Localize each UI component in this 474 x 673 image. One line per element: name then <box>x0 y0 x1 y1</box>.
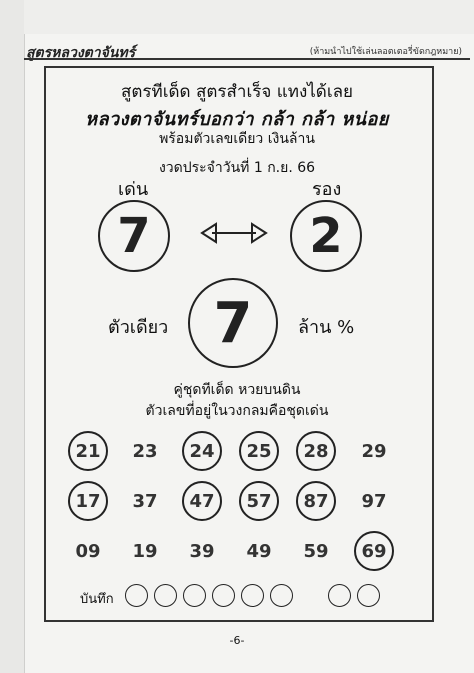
pair-number: 59 <box>303 540 329 562</box>
memo-blank-circle <box>241 584 264 607</box>
headline: สูตรทีเด็ด สูตรสำเร็จ แทงได้เลย <box>120 82 354 102</box>
double-arrow-icon <box>200 220 268 246</box>
pair-number: 23 <box>132 440 158 462</box>
pair-number: 29 <box>361 440 387 462</box>
memo-blank-circle <box>270 584 293 607</box>
circled-pair-number: 47 <box>182 481 222 521</box>
page-top-margin <box>24 0 474 34</box>
memo-label: บันทึก <box>80 592 114 607</box>
pair-number: 49 <box>246 540 272 562</box>
single-digit-label: ตัวเดียว <box>108 317 169 338</box>
memo-blank-circle <box>357 584 380 607</box>
memo-blank-circle <box>183 584 206 607</box>
headline-slogan: หลวงตาจันทร์บอกว่า กล้า กล้า หน่อย <box>85 109 389 130</box>
second-label: รอง <box>312 179 342 200</box>
pair-number: 37 <box>132 490 158 512</box>
draw-date: งวดประจำวันที่ 1 ก.ย. 66 <box>158 160 316 176</box>
pair-number: 09 <box>75 540 101 562</box>
circled-pair-number: 17 <box>68 481 108 521</box>
memo-blank-circle <box>125 584 148 607</box>
memo-blank-circle <box>212 584 235 607</box>
circled-pair-number: 21 <box>68 431 108 471</box>
pair-number: 39 <box>189 540 215 562</box>
circled-pair-number: 24 <box>182 431 222 471</box>
circled-pair-number: 87 <box>296 481 336 521</box>
header-note: (ห้ามนำไปใช้เล่นลอตเตอรี่ขัดกฎหมาย) <box>309 47 462 57</box>
page-number: -6- <box>229 634 245 647</box>
memo-blank-circle <box>328 584 351 607</box>
pair-number: 19 <box>132 540 158 562</box>
circled-pair-number: 28 <box>296 431 336 471</box>
subheadline: พร้อมตัวเลขเดียว เงินล้าน <box>159 131 315 147</box>
header-title: สูตรหลวงตาจันทร์ <box>26 45 136 61</box>
circled-pair-number: 25 <box>239 431 279 471</box>
million-label: ล้าน % <box>298 317 355 338</box>
lead-number-circle: 7 <box>98 200 170 272</box>
header-divider <box>24 58 470 60</box>
single-digit-circle: 7 <box>188 278 278 368</box>
circled-pair-number: 57 <box>239 481 279 521</box>
pair-number: 97 <box>361 490 387 512</box>
circled-pair-number: 69 <box>354 531 394 571</box>
pairs-heading: คู่ชุดทีเด็ด หวยบนดิน <box>173 382 301 398</box>
memo-blank-circle <box>154 584 177 607</box>
second-number-circle: 2 <box>290 200 362 272</box>
lead-label: เด่น <box>118 179 149 200</box>
pairs-subheading: ตัวเลขที่อยู่ในวงกลมคือชุดเด่น <box>145 403 329 419</box>
